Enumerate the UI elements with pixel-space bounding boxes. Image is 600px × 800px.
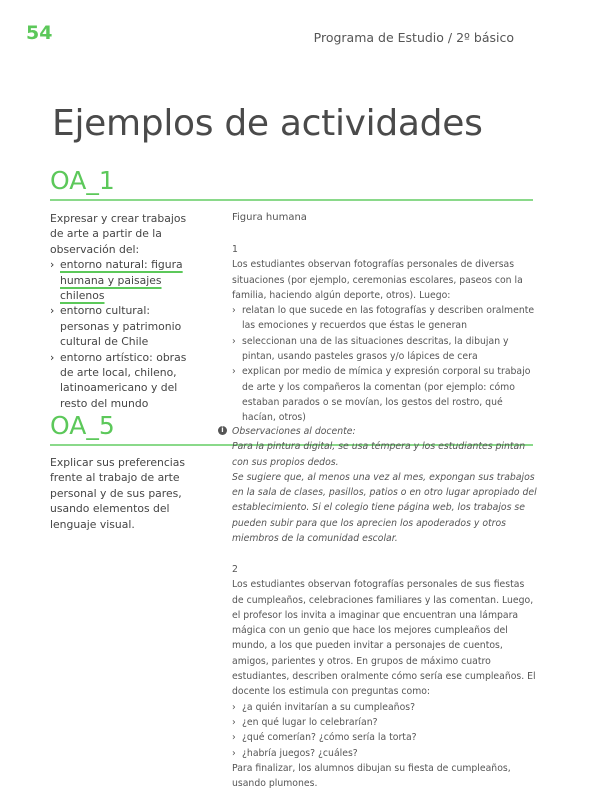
info-icon: i [218,426,227,435]
teacher-note-title: Observaciones al docente: [232,426,356,437]
section-title: Figura humana [232,212,307,223]
oa5-heading: OA_5 [50,411,115,440]
activity-2-questions [232,700,537,761]
activity-1-item: › relatan lo que sucede en las fotografías y describen oralmente las emociones y recuerdos que éstas le generan [232,303,537,334]
activity-1-number: 1 [232,244,238,255]
page-title: Ejemplos de actividades [52,103,483,144]
oa1-item-natural [50,257,200,303]
activity-2-intro: Los estudiantes observan fotografías personales de sus fiestas de cumpleaños, celebraciones familiares y las comentan. Luego, el profesor los invita a imaginar que encuentran una lámpara mágica con un genio que hace los mejores cumpleaños del mundo, a los que pueden invitar a personajes de cuentos, amigos, parientes y otros. En grupos de máximo cuatro estudiantes, describen oralmente cómo sería ese cumpleaños. El docente los estimula con preguntas como: [232,579,536,698]
oa1-divider [50,199,533,201]
teacher-note-line-2: Se sugiere que, al menos una vez al mes, expongan sus trabajos en la sala de clases, pasillos, patios o en otro lugar apropiado del establecimiento. Si el colegio tiene página web, los trabajos se pueden subir para que los aprecien los apoderados y otros miembros de la comunidad escolar. [232,471,537,545]
activity-1-item: › explican por medio de mímica y expresión corporal su trabajo de arte y los compañeros la comentan (por ejemplo: cómo estaban parados o se movían, los gestos del rostro, qué hacían, otros) [232,364,537,425]
activity-1-item: › seleccionan una de las situaciones descritas, la dibujan y pintan, usando pasteles grasos y/o lápices de cera [232,334,537,365]
teacher-note [232,424,537,546]
teacher-note-line-1: Para la pintura digital, se usa témpera y los estudiantes pintan con sus propios dedos. [232,441,526,468]
oa1-intro: Expresar y crear trabajos de arte a partir de la observación del: [50,212,187,256]
activity-2-question: › ¿a quién invitarían a su cumpleaños? [232,700,537,715]
oa1-item-artistic: › entorno artístico: obras de arte local, chileno, latinoamericano y del resto del mundo [50,350,200,412]
activity-2-number: 2 [232,564,238,575]
activity-2 [232,562,537,791]
activity-2-question: › ¿en qué lugar lo celebrarían? [232,715,537,730]
activity-2-question: › ¿habría juegos? ¿cuáles? [232,746,537,761]
activity-1-list [232,303,537,425]
oa1-item-cultural: › entorno cultural: personas y patrimonio cultural de Chile [50,303,200,349]
activity-1-intro: Los estudiantes observan fotografías personales de diversas situaciones (por ejemplo, ceremonias escolares, paseos con la familia, haciendo algún deporte, otros). Luego: [232,259,523,301]
oa1-objective [50,211,200,411]
activity-1 [232,242,537,426]
oa1-item-natural-text: entorno natural: figura humana y paisajes chilenos [60,258,183,303]
header-title: Programa de Estudio / 2º básico [313,30,514,45]
activity-2-closing: Para finalizar, los alumnos dibujan su fiesta de cumpleaños, usando plumones. [232,762,511,790]
oa1-list [50,257,200,411]
oa1-heading: OA_1 [50,166,115,195]
oa5-objective: Explicar sus preferencias frente al trabajo de arte personal y de sus pares, usando elementos del lenguaje visual. [50,456,186,531]
activity-2-question: › ¿qué comerían? ¿cómo sería la torta? [232,730,537,745]
page-number: 54 [26,22,53,44]
